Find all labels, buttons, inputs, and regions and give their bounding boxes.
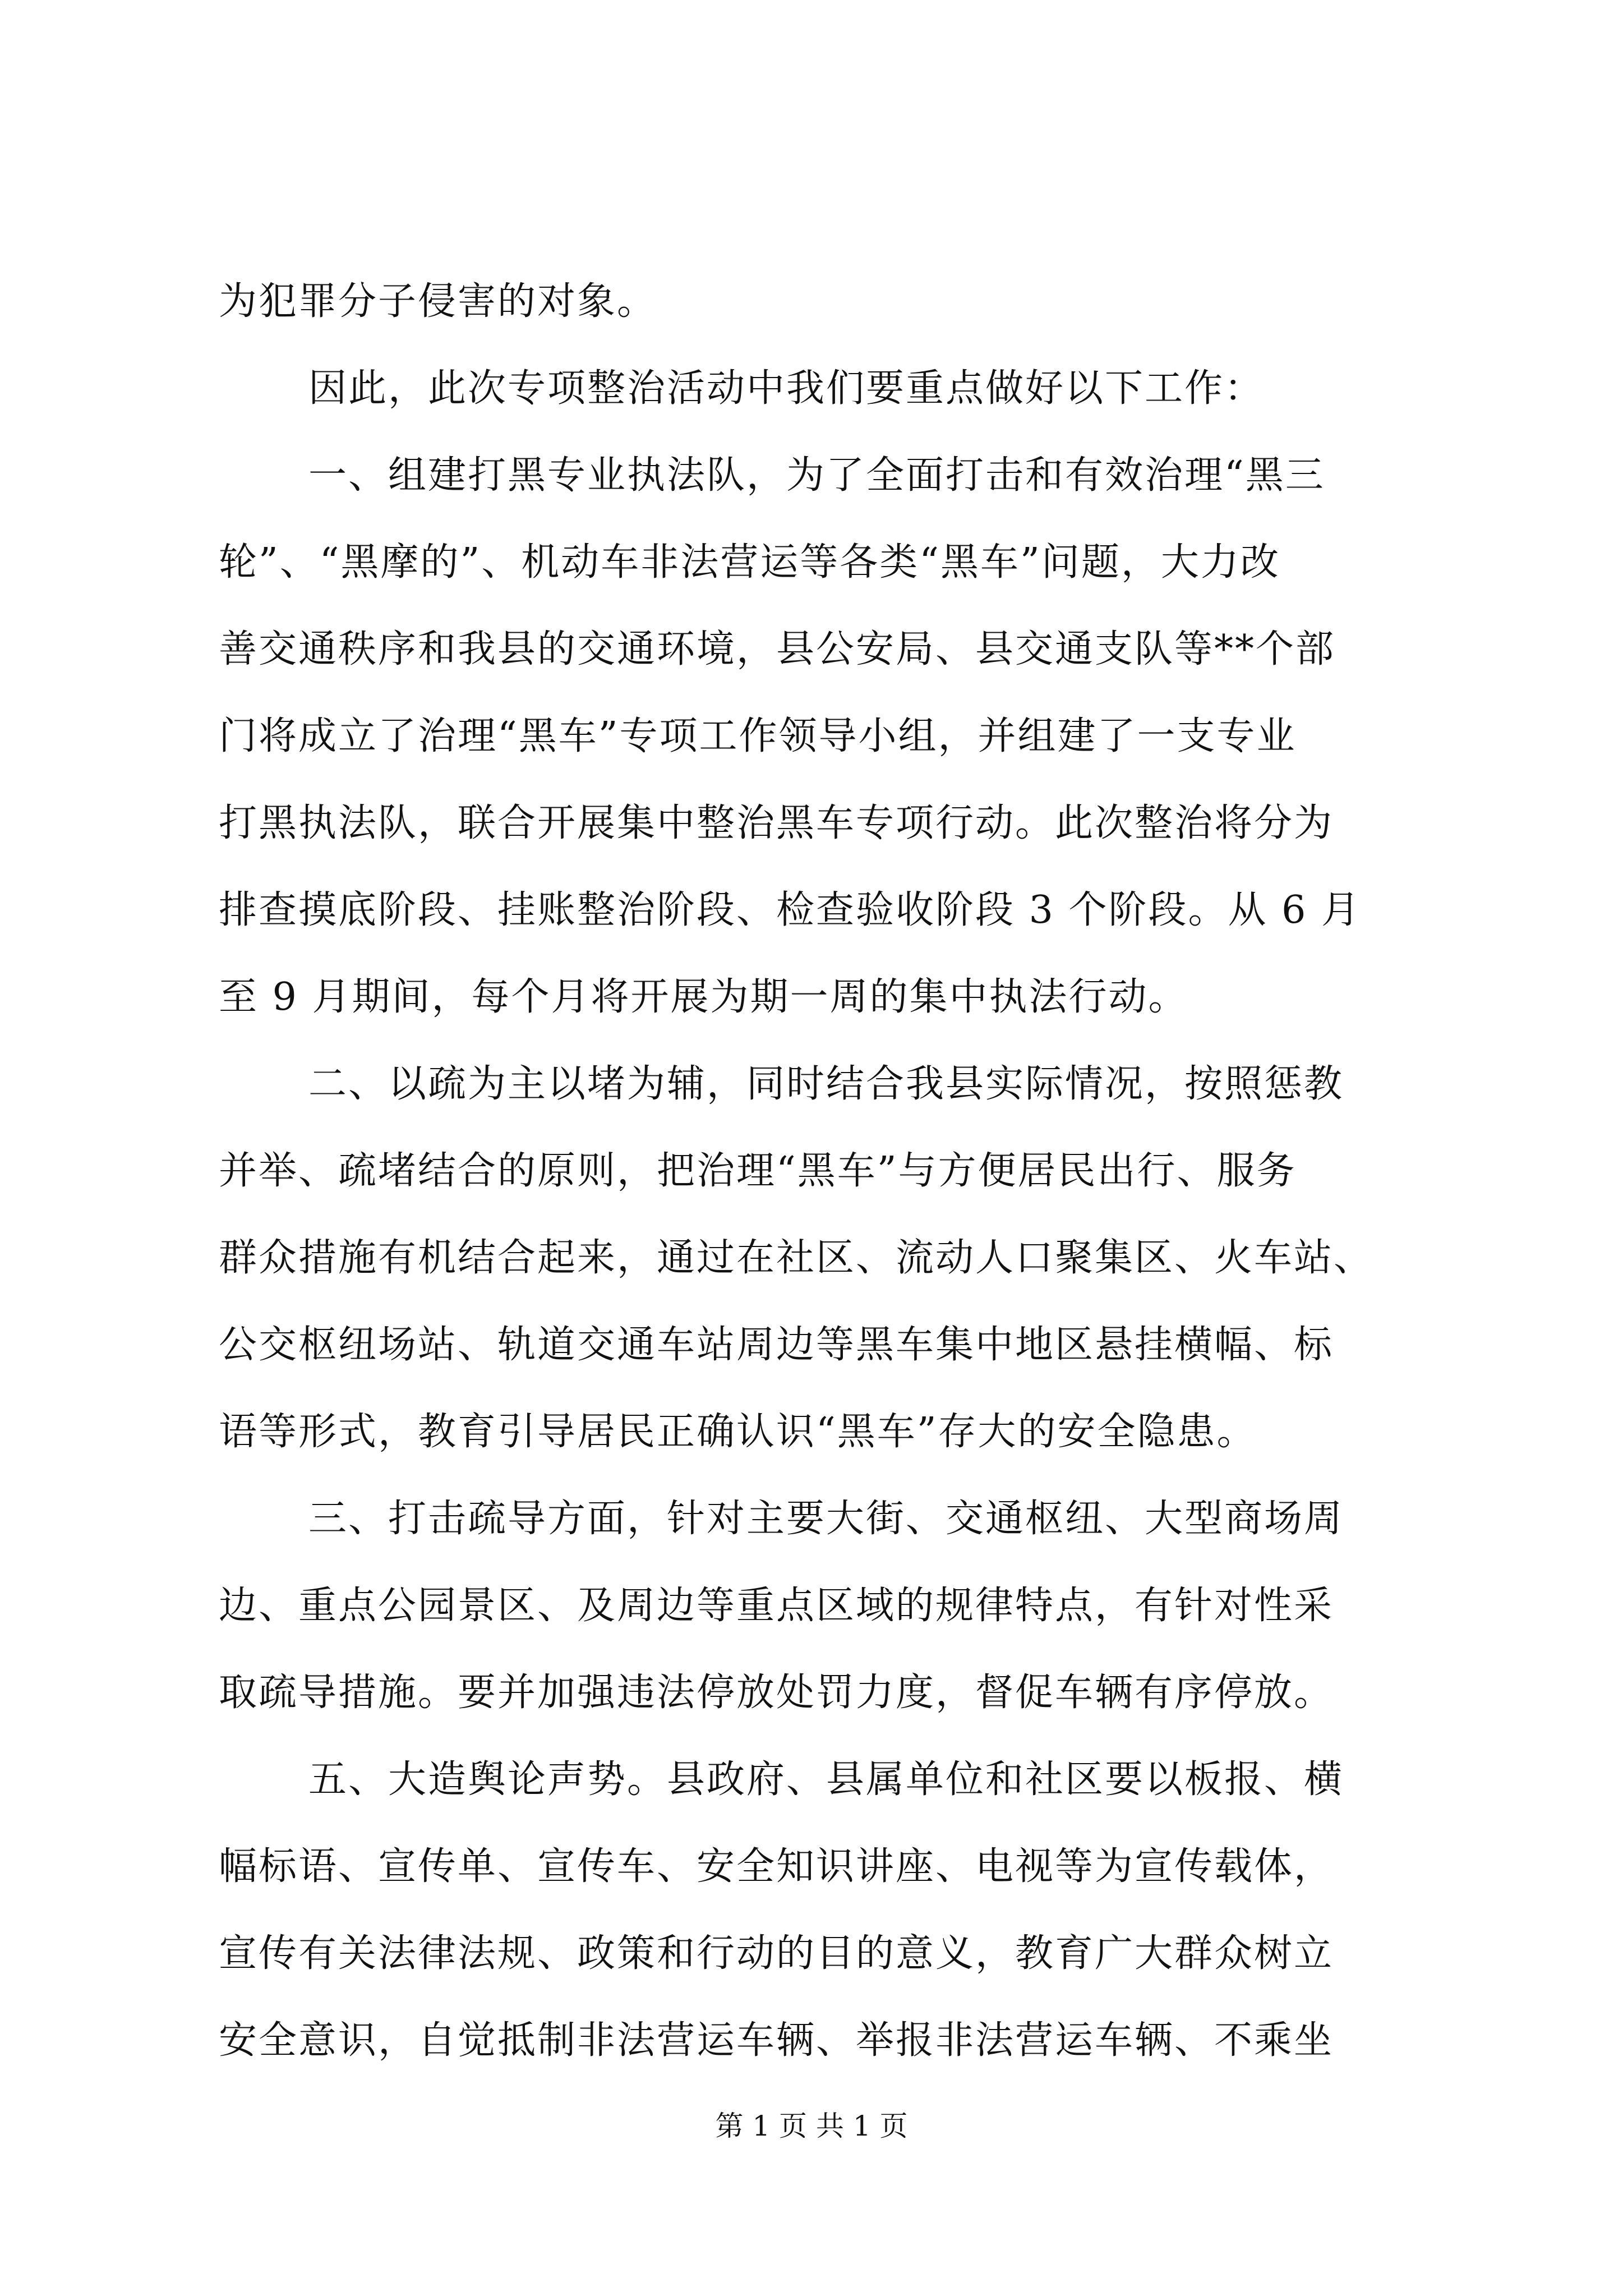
text-line: 排查摸底阶段、挂账整治阶段、检查验收阶段 3 个阶段。从 6 月 [219, 888, 1361, 932]
text-line: 打黑执法队，联合开展集中整治黑车专项行动。此次整治将分为 [219, 801, 1334, 845]
text-line: 宣传有关法律法规、政策和行动的目的意义，教育广大群众树立 [219, 1931, 1334, 1976]
text-line: 幅标语、宣传单、宣传车、安全知识讲座、电视等为宣传载体， [219, 1844, 1334, 1889]
page-footer: 第 1 页 共 1 页 [715, 2110, 908, 2142]
text-line: 并举、疏堵结合的原则，把治理“黑车”与方便居民出行、服务 [219, 1149, 1297, 1193]
document-body [219, 258, 1413, 2084]
text-line: 三、打击疏导方面，针对主要大街、交通枢纽、大型商场周 [308, 1497, 1344, 1541]
text-line: 为犯罪分子侵害的对象。 [219, 279, 657, 324]
text-line: 至 9 月期间，每个月将开展为期一周的集中执法行动。 [219, 975, 1188, 1019]
text-line: 取疏导措施。要并加强违法停放处罚力度，督促车辆有序停放。 [219, 1671, 1334, 1715]
text-line: 一、组建打黑专业执法队，为了全面打击和有效治理“黑三 [308, 453, 1325, 498]
text-line: 因此，此次专项整治活动中我们要重点做好以下工作： [308, 366, 1265, 411]
text-line: 五、大造舆论声势。县政府、县属单位和社区要以板报、横 [308, 1757, 1344, 1802]
text-line: 轮”、“黑摩的”、机动车非法营运等各类“黑车”问题，大力改 [219, 540, 1280, 585]
text-line: 语等形式，教育引导居民正确认识“黑车”存大的安全隐患。 [219, 1410, 1257, 1454]
text-line: 公交枢纽场站、轨道交通车站周边等黑车集中地区悬挂横幅、标 [219, 1323, 1334, 1367]
text-line: 门将成立了治理“黑车”专项工作领导小组，并组建了一支专业 [219, 714, 1297, 758]
text-line: 善交通秩序和我县的交通环境，县公安局、县交通支队等**个部 [219, 627, 1336, 671]
text-line: 群众措施有机结合起来，通过在社区、流动人口聚集区、火车站、 [219, 1236, 1374, 1280]
text-line: 安全意识，自觉抵制非法营运车辆、举报非法营运车辆、不乘坐 [219, 2018, 1334, 2063]
text-line: 二、以疏为主以堵为辅，同时结合我县实际情况，按照惩教 [308, 1062, 1344, 1106]
text-line: 边、重点公园景区、及周边等重点区域的规律特点，有针对性采 [219, 1584, 1334, 1628]
